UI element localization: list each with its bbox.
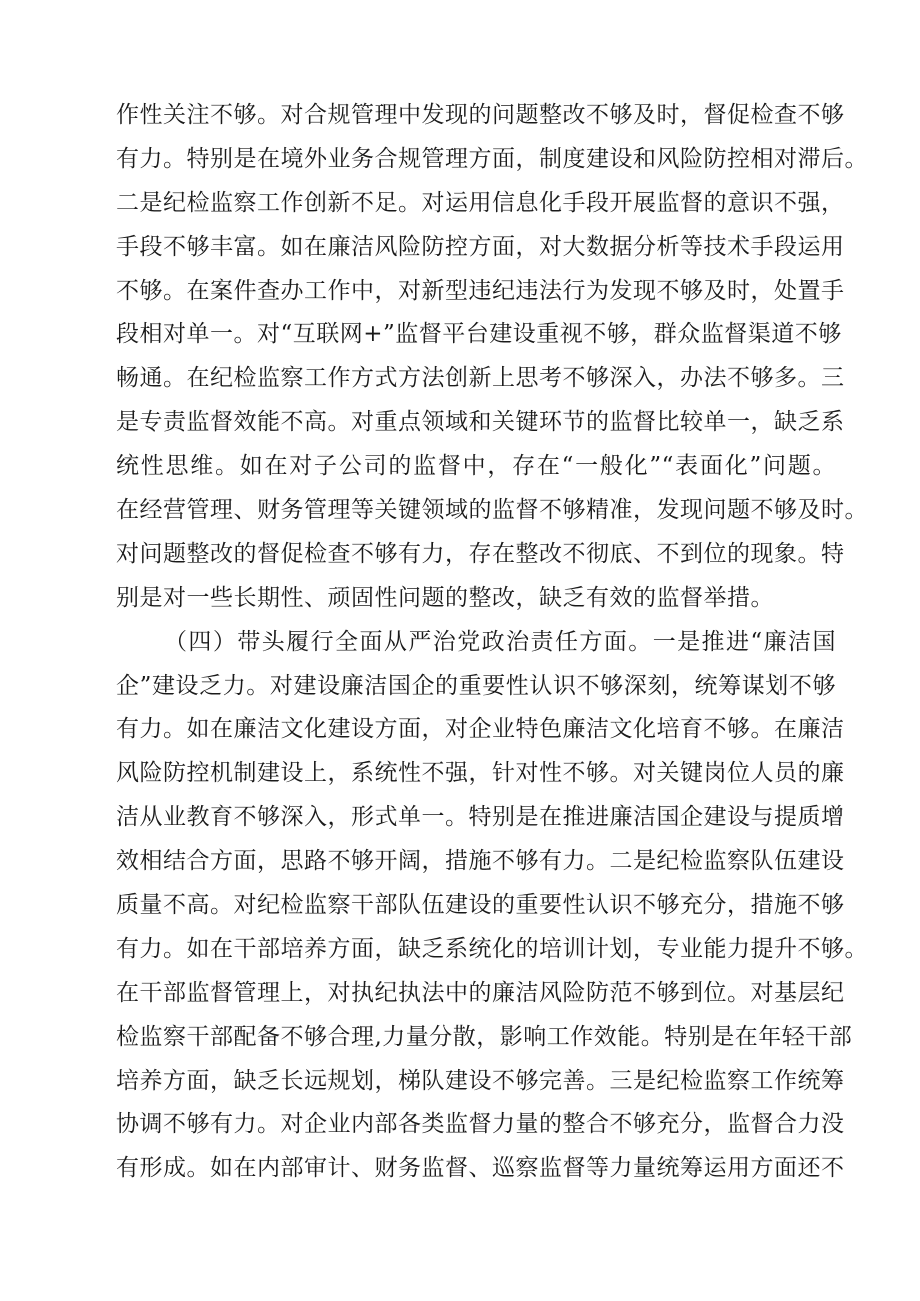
- text-line: 对问题整改的督促检查不够有力，存在整改不彻底、不到位的现象。特: [116, 540, 845, 567]
- text-line: 不够。在案件查办工作中，对新型违纪违法行为发现不够及时，处置手: [116, 277, 845, 304]
- text-line: 畅通。在纪检监察工作方式方法创新上思考不够深入，办法不够多。三: [116, 365, 845, 392]
- text-line: 是专责监督效能不高。对重点领域和关键环节的监督比较单一，缺乏系: [116, 409, 845, 436]
- text-line: 洁从业教育不够深入，形式单一。特别是在推进廉洁国企建设与提质增: [116, 804, 845, 831]
- text-line: 有力。特别是在境外业务合规管理方面，制度建设和风险防控相对滞后。: [116, 145, 868, 172]
- text-line: 别是对一些长期性、顽固性问题的整改，缺乏有效的监督举措。: [116, 584, 774, 611]
- section-heading-line: （四）带头履行全面从严治党政治责任方面。一是推进“廉洁国: [164, 628, 836, 655]
- text-line: 二是纪检监察工作创新不足。对运用信息化手段开展监督的意识不强，: [116, 189, 845, 216]
- text-line: 质量不高。对纪检监察干部队伍建设的重要性认识不够充分，措施不够: [116, 892, 845, 919]
- text-line: 在干部监督管理上，对执纪执法中的廉洁风险防范不够到位。对基层纪: [116, 979, 845, 1006]
- text-line: 协调不够有力。对企业内部各类监督力量的整合不够充分，监督合力没: [116, 1111, 845, 1138]
- text-line: 企”建设乏力。对建设廉洁国企的重要性认识不够深刻，统筹谋划不够: [116, 672, 836, 699]
- text-line: 统性思维。如在对子公司的监督中，存在“一般化”“表面化”问题。: [116, 453, 836, 480]
- text-line: 有力。如在廉洁文化建设方面，对企业特色廉洁文化培育不够。在廉洁: [116, 716, 845, 743]
- text-line: 段相对单一。对“互联网+”监督平台建设重视不够，群众监督渠道不够: [116, 321, 842, 348]
- text-line: 有力。如在干部培养方面，缺乏系统化的培训计划，专业能力提升不够。: [116, 935, 868, 962]
- text-line: 效相结合方面，思路不够开阔，措施不够有力。二是纪检监察队伍建设: [116, 848, 845, 875]
- text-line: 风险防控机制建设上，系统性不强，针对性不够。对关键岗位人员的廉: [116, 760, 845, 787]
- body-text: [116, 94, 868, 1191]
- text-line: 培养方面，缺乏长远规划，梯队建设不够完善。三是纪检监察工作统筹: [116, 1067, 845, 1094]
- text-line: 有形成。如在内部审计、财务监督、巡察监督等力量统筹运用方面还不: [116, 1155, 845, 1182]
- text-line: 作性关注不够。对合规管理中发现的问题整改不够及时，督促检查不够: [116, 102, 845, 128]
- text-line: 手段不够丰富。如在廉洁风险防控方面，对大数据分析等技术手段运用: [116, 233, 845, 260]
- text-line: 检监察干部配备不够合理,力量分散，影响工作效能。特别是在年轻干部: [116, 1023, 853, 1050]
- text-line: 在经营管理、财务管理等关键领域的监督不够精准，发现问题不够及时。: [116, 497, 868, 524]
